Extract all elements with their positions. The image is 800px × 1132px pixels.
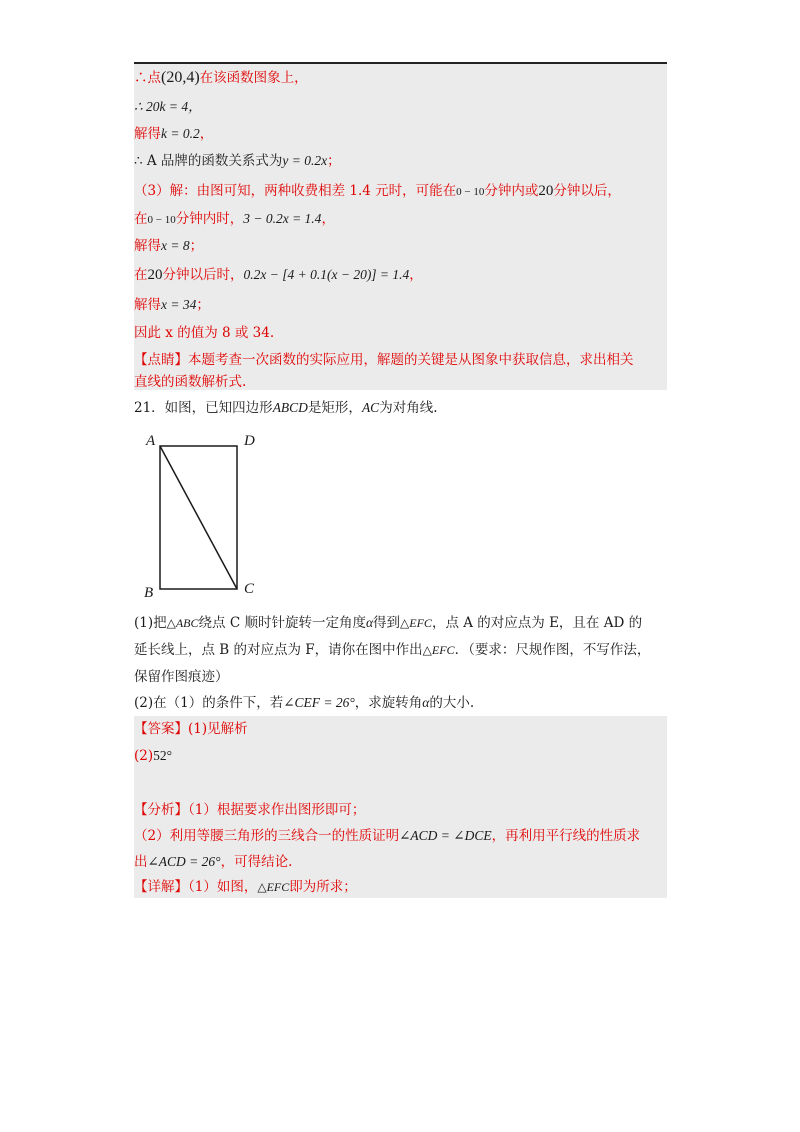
text: ；	[196, 297, 210, 313]
solution-line-9	[134, 295, 210, 315]
math-expr: △EFC	[422, 643, 455, 657]
text: ，	[321, 211, 335, 227]
math-expr: △EFC	[400, 616, 432, 630]
text: （3）解：由图可知，两种收费相差 1.4 元时，可能在	[134, 183, 457, 199]
math-expr: AC	[361, 400, 380, 415]
text: 分钟以后，	[553, 183, 621, 199]
text: （2）利用等腰三角形的三线合一的性质证明	[134, 828, 400, 844]
math-expr: 0.2x − [4 + 0.1(x − 20)] = 1.4	[243, 267, 410, 282]
vertex-label-c: C	[244, 581, 255, 597]
diagonal-ac	[160, 446, 237, 589]
vertex-label-d: D	[244, 433, 255, 449]
text: 分钟以后时，	[162, 267, 244, 283]
part1-line-3: 保留作图痕迹）	[134, 669, 229, 685]
text: 即为所求；	[289, 879, 357, 895]
text: (2)	[134, 748, 154, 764]
text: ，再利用平行线的性质求	[491, 828, 641, 844]
math-expr: x = 34	[161, 297, 197, 312]
part2-line	[134, 693, 474, 713]
comment-line-1: 【点睛】本题考查一次函数的实际应用，解题的关键是从图象中获取信息，求出相关	[134, 352, 634, 368]
text: 出	[134, 854, 148, 870]
vertex-label-a: A	[146, 433, 156, 449]
text: ，求旋转角	[354, 695, 423, 711]
text: ，可得结论.	[220, 854, 293, 870]
text: 21．如图，已知四边形	[134, 400, 273, 416]
text: 解得	[134, 297, 161, 313]
text: 在该函数图象上，	[199, 70, 308, 86]
text: ∴ A 品牌的函数关系式为	[134, 153, 283, 169]
text: (1)把	[134, 615, 167, 631]
text: 分钟内或	[484, 183, 539, 199]
math-expr: ABCD	[272, 400, 308, 415]
math-expr: y = 0.2x	[282, 153, 328, 168]
solution-line-3	[134, 124, 213, 144]
math-expr: 0 − 10	[456, 186, 485, 198]
text: (2)在（1）的条件下，若	[134, 695, 284, 711]
solution-conclusion: 因此 x 的值为 8 或 34.	[134, 325, 275, 341]
math-point: (20,4)	[161, 69, 200, 86]
solution-line-6	[134, 209, 335, 230]
text: 得到	[373, 615, 401, 631]
vertex-label-b: B	[144, 585, 154, 600]
solution-line-7	[134, 236, 203, 256]
comment-line-2: 直线的函数解析式.	[134, 374, 247, 390]
question-21-stem	[134, 398, 438, 418]
math-expr: △ABC	[166, 616, 199, 630]
math-expr: x = 8	[161, 238, 190, 253]
math-expr: ∠CEF = 26°	[283, 695, 355, 710]
math-expr: k = 0.2	[161, 126, 200, 141]
text: 的大小.	[429, 695, 475, 711]
math-expr: ∠ACD = ∠DCE	[399, 828, 492, 843]
text: 【详解】（1）如图，	[134, 879, 258, 895]
part1-line-2	[134, 640, 650, 660]
answer-line-1: 【答案】(1)见解析	[134, 721, 248, 737]
solution-line-1	[134, 68, 308, 88]
part1-line-1	[134, 613, 642, 633]
analysis-line-1: 【分析】（1）根据要求作出图形即可；	[134, 802, 366, 818]
text: 是矩形，	[307, 400, 362, 416]
detail-line-1	[134, 877, 357, 897]
analysis-line-3	[134, 852, 292, 872]
text: 在	[134, 211, 148, 227]
text: 解得	[134, 238, 161, 254]
solution-line-8	[134, 265, 423, 285]
math-expr: 3 − 0.2x = 1.4	[243, 211, 322, 226]
math-expr: △EFC	[257, 880, 290, 894]
math-expr: α	[422, 695, 430, 710]
text: 为对角线.	[379, 400, 438, 416]
text: ，点 A 的对应点为 E，且在 AD 的	[431, 615, 643, 631]
math-expr: ∠ACD = 26°	[147, 854, 221, 869]
answer-line-2	[134, 746, 172, 766]
text: ；	[327, 153, 341, 169]
text: 分钟内时，	[175, 211, 244, 227]
math-expr: 0 − 10	[147, 214, 176, 226]
text: ．（要求：尺规作图，不写作法，	[454, 642, 651, 658]
text: ；	[189, 238, 204, 254]
text: 解得	[134, 126, 161, 142]
solution-line-5	[134, 181, 621, 202]
math-expr: 52°	[153, 748, 173, 763]
math-expr: α	[365, 615, 374, 630]
text: ，	[199, 126, 214, 142]
rectangle-figure	[134, 425, 274, 600]
solution-line-2: ∴ 20k = 4，	[134, 99, 202, 114]
math-expr: 20	[538, 183, 554, 199]
text: 延长线上，点 B 的对应点为 F，请你在图中作出	[134, 642, 423, 658]
analysis-line-2	[134, 826, 640, 846]
text: 绕点 C 顺时针旋转一定角度	[198, 615, 366, 631]
text: ∴点	[134, 70, 161, 86]
text: 在	[134, 267, 148, 283]
solution-line-4	[134, 151, 341, 171]
math-expr: 20	[147, 267, 163, 283]
text: ，	[409, 267, 423, 283]
